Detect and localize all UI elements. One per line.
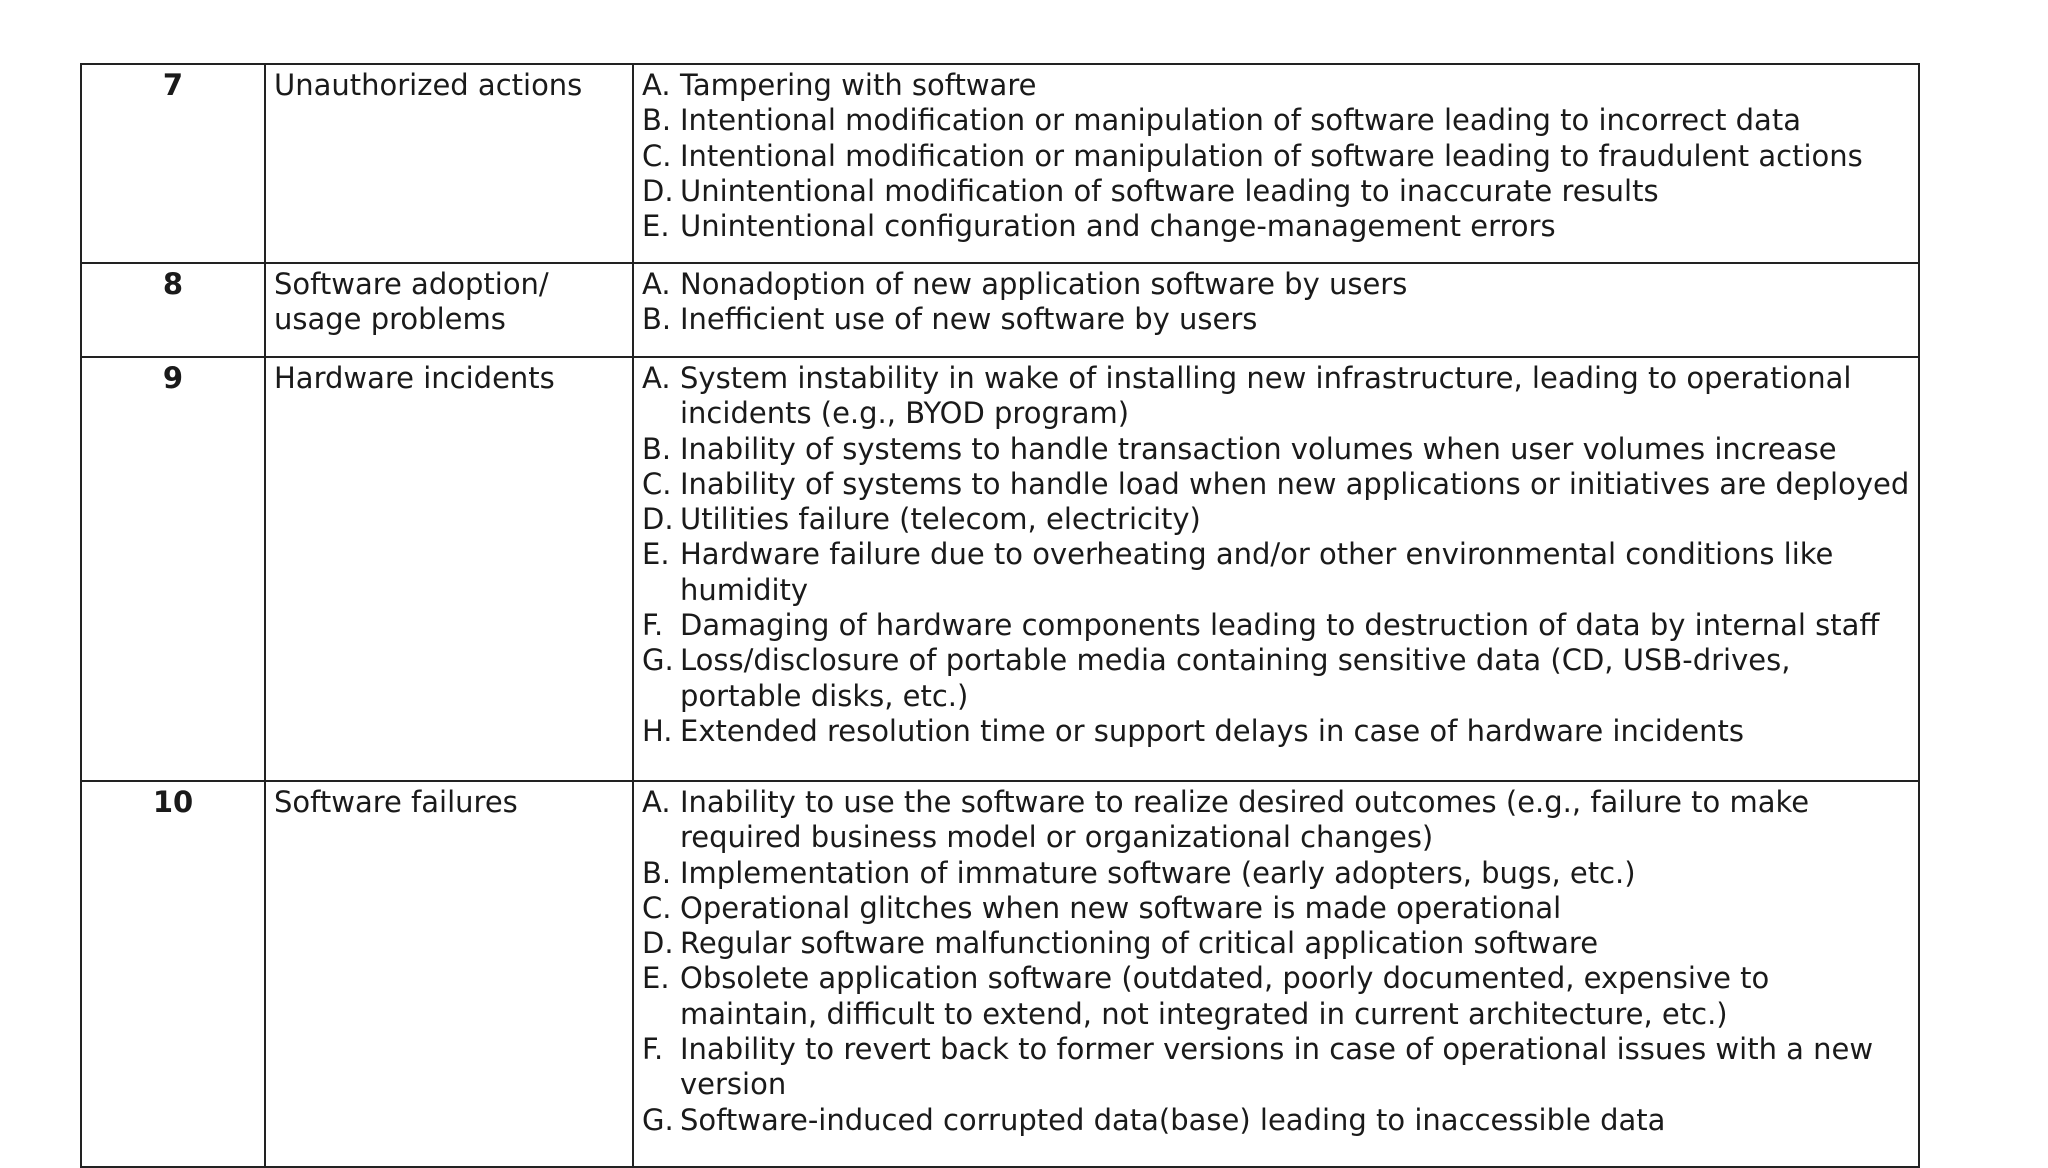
table-row <box>81 781 1919 1167</box>
scenario-list <box>633 781 1919 1167</box>
list-item: B. Intentional modification or manipulation of software leading to incorrect data <box>642 103 1801 138</box>
list-item: E. Hardware failure due to overheating and/or other environmental conditions like humidity <box>642 537 1834 607</box>
table-row <box>81 263 1919 357</box>
list-item: A. Inability to use the software to realize desired outcomes (e.g., failure to make required business model or organizational changes) <box>642 785 1810 855</box>
table-row <box>81 357 1919 781</box>
risk-category: Unauthorized actions <box>265 64 633 263</box>
table-row <box>81 64 1919 263</box>
row-number: 8 <box>81 263 265 357</box>
risk-category: Hardware incidents <box>265 357 633 781</box>
list-item: F. Inability to revert back to former versions in case of operational issues with a new version <box>642 1032 1874 1102</box>
risk-category: Software failures <box>265 781 633 1167</box>
list-item: B. Implementation of immature software (early adopters, bugs, etc.) <box>642 855 1636 890</box>
list-item: H. Extended resolution time or support delays in case of hardware incidents <box>642 713 1744 748</box>
list-item: E. Unintentional configuration and change-management errors <box>642 209 1556 244</box>
list-item: D. Unintentional modification of software leading to inaccurate results <box>642 173 1659 208</box>
list-item: B. Inability of systems to handle transaction volumes when user volumes increase <box>642 431 1837 466</box>
list-item: A. Nonadoption of new application software by users <box>642 267 1408 301</box>
risk-scenario-table <box>80 63 1920 1168</box>
list-item: F. Damaging of hardware components leading to destruction of data by internal staff <box>642 608 1880 643</box>
scenario-list <box>633 64 1919 263</box>
list-item: G. Loss/disclosure of portable media containing sensitive data (CD, USB-drives, portable disks, etc.) <box>642 643 1791 713</box>
risk-category: Software adoption/ usage problems <box>265 263 633 357</box>
list-item: D. Regular software malfunctioning of critical application software <box>642 926 1599 961</box>
list-item: C. Intentional modification or manipulation of software leading to fraudulent actions <box>642 138 1863 173</box>
list-item: G. Software-induced corrupted data(base) leading to inaccessible data <box>642 1102 1666 1137</box>
list-item: A. System instability in wake of installing new infrastructure, leading to operational incidents (e.g., BYOD program) <box>642 361 1852 431</box>
list-item: D. Utilities failure (telecom, electricity) <box>642 502 1201 537</box>
row-number: 9 <box>81 357 265 781</box>
scenario-list <box>633 357 1919 781</box>
list-item: E. Obsolete application software (outdated, poorly documented, expensive to maintain, difficult to extend, not integrated in current architecture, etc.) <box>642 961 1770 1031</box>
row-number: 10 <box>81 781 265 1167</box>
list-item: A. Tampering with software <box>642 68 1037 102</box>
list-item: C. Inability of systems to handle load when new applications or initiatives are deployed <box>642 466 1910 501</box>
list-item: C. Operational glitches when new software is made operational <box>642 890 1562 925</box>
list-item: B. Inefficient use of new software by users <box>642 302 1258 337</box>
scenario-list <box>633 263 1919 357</box>
row-number: 7 <box>81 64 265 263</box>
